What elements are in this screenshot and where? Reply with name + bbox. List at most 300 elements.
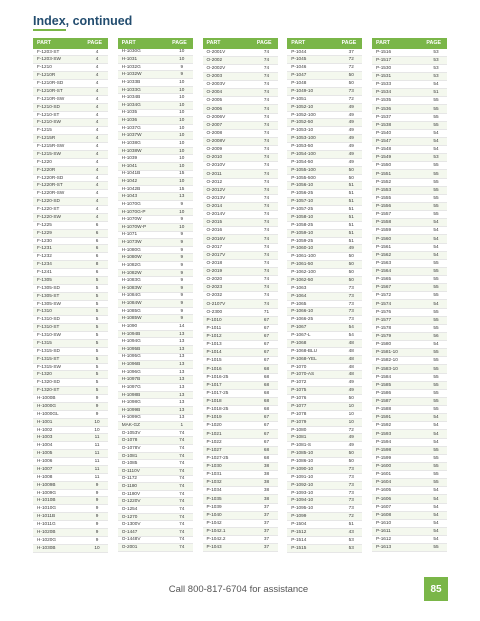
index-row [33,214,108,222]
part-number: H-1005 [37,450,53,456]
page-ref: 50 [348,253,354,259]
part-number: P-1081 [291,434,307,440]
part-number: P-1565 [376,276,392,282]
page-ref: 74 [263,81,270,87]
index-row [118,323,193,331]
page-ref: 73 [348,465,354,471]
index-tables [33,38,447,552]
part-number: P-1559 [376,227,392,233]
index-row [372,211,447,219]
part-number: MAK-GZ [121,422,140,428]
index-row [287,482,362,490]
page-ref: 67 [263,414,270,420]
index-row [372,276,447,284]
index-row [203,471,278,479]
part-number: P-1068-YEL [291,355,317,361]
page-ref: 74 [179,444,185,450]
index-row [118,331,193,339]
part-number: F-1305 [37,276,52,282]
index-row [33,277,108,285]
index-row [33,135,108,143]
index-row [203,219,278,227]
index-row [372,390,447,398]
page-ref: 74 [179,528,185,534]
part-number: P-1583-10 [376,365,398,371]
index-row [33,395,108,403]
part-number: O-2010V [206,162,226,168]
part-number: F-1320-SD [37,379,60,385]
index-row [203,325,278,333]
page-ref: 43 [348,528,354,534]
part-number: O-2006V [206,113,226,119]
page-ref: 74 [179,475,185,481]
part-number: H-1080G [121,246,141,252]
index-row [287,104,362,112]
index-row [372,146,447,154]
part-number: O-1085 [121,460,138,466]
part-number: P-1018 [206,398,222,404]
page-ref: 68 [263,398,270,404]
index-row [33,206,108,214]
page-ref: 13 [179,338,185,344]
part-number: P-1045 [291,56,307,62]
index-row [287,301,362,309]
page-ref: 9 [95,536,99,542]
title-underline [33,29,66,31]
page-ref: 9 [180,63,184,69]
page-ref: 10 [94,544,100,550]
part-number: P-1591 [376,414,392,420]
page-ref: 55 [433,268,439,274]
page-ref: 50 [348,269,354,275]
index-row [118,148,193,156]
index-row [287,88,362,96]
index-row [33,167,108,175]
page-ref: 4 [95,127,99,133]
page-ref: 73 [348,497,354,503]
part-number: P-1080 [291,426,307,432]
part-number: F-1210 [37,64,52,70]
page-ref: 5 [95,363,99,369]
page-ref: 49 [348,103,354,109]
page-ref: 54 [348,324,354,330]
index-row [372,487,447,495]
part-number: O-2016V [206,235,226,241]
part-number: P-1068 [291,339,307,345]
page-ref: 74 [179,437,185,443]
part-number: P-1043 [206,544,222,550]
index-row [33,253,108,261]
part-number: H-1098B [121,391,141,397]
part-number: H-1034B [121,94,141,100]
index-row [287,135,362,143]
index-row [372,309,447,317]
page-ref: 5 [95,347,99,353]
page-ref: 55 [433,284,439,290]
index-row [287,277,362,285]
index-row [118,171,193,179]
index-row [118,521,193,529]
index-row [203,114,278,122]
part-number: H-1037G [121,124,141,130]
page-ref: 72 [348,95,354,101]
part-number: F-1220R-SW [37,190,65,196]
page-ref: 74 [263,194,270,200]
index-row [287,458,362,466]
page-ref: 49 [348,442,354,448]
part-number: F-1215R [37,135,56,141]
part-number: P-1010 [206,316,222,322]
part-number: P-1053-100 [291,135,316,141]
index-row [203,154,278,162]
index-row [33,151,108,159]
part-number: H-1011G [37,521,56,527]
page-ref: 9 [180,284,184,290]
index-row [33,434,108,442]
part-number: P-1585 [376,381,392,387]
index-row [118,49,193,57]
page-ref: 72 [348,56,354,62]
page-ref: 13 [179,361,185,367]
part-number: F-1229 [37,229,52,235]
part-number: P-1515 [291,544,307,550]
page-ref: 9 [180,254,184,260]
part-number: O-2032 [206,292,223,298]
index-column [203,38,278,552]
part-number: F-1310-ST [37,324,60,330]
page-ref: 74 [179,544,185,550]
index-row [33,505,108,513]
part-number: O-2012V [206,186,226,192]
page-ref: 68 [263,454,270,460]
index-row [33,49,108,57]
part-number: P-1052-10 [291,103,314,109]
part-number: P-1612 [376,536,392,542]
page-ref: 56 [433,333,439,339]
page-ref: 73 [348,473,354,479]
part-number: P-1055-500 [291,174,316,180]
page-ref: 4 [95,80,99,86]
part-number: P-1563 [376,259,392,265]
part-number: H-1036 [121,117,138,123]
index-row [33,411,108,419]
part-number: P-1031 [206,471,222,477]
page-ref: 55 [433,463,439,469]
index-row [287,316,362,324]
part-number: H-1000G [37,402,57,408]
index-row [33,285,108,293]
index-row [203,439,278,447]
index-row [372,162,447,170]
part-number: P-1061-100 [291,253,316,259]
page-ref: 10 [179,48,185,54]
index-row [33,80,108,88]
page-ref: 49 [348,379,354,385]
page-ref: 13 [179,391,185,397]
part-number: P-1059-10 [291,229,314,235]
index-row [287,324,362,332]
page-ref: 54 [433,511,439,517]
index-row [33,371,108,379]
index-row [287,332,362,340]
page-ref: 51 [348,221,354,227]
part-number: P-1586 [376,389,392,395]
index-row [287,497,362,505]
index-row [118,247,193,255]
index-row [287,206,362,214]
page-ref: 73 [348,481,354,487]
part-number: P-1027 [206,446,222,452]
page-ref: 15 [179,170,185,176]
page-ref: 74 [263,73,270,79]
page-ref: 50 [348,261,354,267]
index-row [372,122,447,130]
index-row [372,154,447,162]
page-ref: 11 [94,434,100,440]
index-row [203,276,278,284]
index-row [372,244,447,252]
page-ref: 74 [263,129,270,135]
part-number: F-1305-ST [37,292,60,298]
index-row [33,403,108,411]
page-ref: 54 [433,438,439,444]
part-number: H-1080W [121,254,142,260]
page-ref: 9 [180,200,184,206]
part-number: P-1072 [291,379,307,385]
index-row [203,512,278,520]
page-ref: 54 [433,243,439,249]
part-number: F-1220-SW [37,213,61,219]
part-number: O-2008 [206,129,223,135]
index-row [372,105,447,113]
part-number: P-1610 [376,519,392,525]
index-row [33,143,108,151]
index-row [287,545,362,553]
index-row [118,460,193,468]
index-row [372,317,447,325]
page-ref: 11 [94,458,100,464]
page-ref: 5 [95,300,99,306]
index-row [372,57,447,65]
part-number: P-1042.2 [206,536,226,542]
page-ref: 9 [180,315,184,321]
part-number: F-1220-SD [37,198,60,204]
page-ref: 73 [348,300,354,306]
page-ref: 55 [433,406,439,412]
page-ref: 49 [348,150,354,156]
page-ref: 15 [179,185,185,191]
index-row [203,504,278,512]
page-ref: 54 [433,503,439,509]
index-row [372,447,447,455]
index-row [203,374,278,382]
index-row [203,211,278,219]
index-row [287,411,362,419]
page-ref: 10 [179,124,185,130]
part-number: O-1172 [121,475,138,481]
index-row [33,482,108,490]
part-number: P-1019 [206,414,222,420]
part-number: P-1021 [206,430,222,436]
part-number: P-1558 [376,219,392,225]
index-row [203,89,278,97]
page-ref: 73 [348,316,354,322]
part-number: P-1017-25 [206,389,229,395]
index-row [372,130,447,138]
page-ref: 9 [180,300,184,306]
part-number: O-2009 [206,146,223,152]
part-number: P-1562 [376,251,392,257]
index-row [118,209,193,217]
page-ref: 54 [433,341,439,347]
page-ref: 10 [179,155,185,161]
page-ref: 9 [180,269,184,275]
part-number: P-1605 [376,487,392,493]
part-number: F-1220R-ST [37,182,63,188]
page-ref: 74 [179,513,185,519]
part-number: O-2006 [206,105,223,111]
index-row [118,178,193,186]
page-ref: 5 [95,316,99,322]
page-ref: 9 [95,521,99,527]
page-ref: 54 [433,495,439,501]
page-ref: 54 [433,519,439,525]
page-ref: 9 [95,410,99,416]
part-number: P-1018-25 [206,406,229,412]
part-number: P-1584 [376,373,392,379]
part-number: P-1068-BLU [291,347,318,353]
index-row [287,175,362,183]
index-row [33,96,108,104]
page-ref: 5 [95,276,99,282]
index-row [287,348,362,356]
part-number: F-1310-SW [37,332,61,338]
part-number: P-1601 [376,471,392,477]
index-row [118,163,193,171]
index-row [118,117,193,125]
page-ref: 74 [263,219,270,225]
part-number: F-1210R-ST [37,87,63,93]
part-number: P-1578 [376,324,392,330]
page-ref: 67 [263,438,270,444]
index-row [287,379,362,387]
page-ref: 4 [95,182,99,188]
index-row [203,57,278,65]
page-ref: 54 [433,487,439,493]
index-row [372,406,447,414]
part-number: H-1030B [37,544,56,550]
index-row [287,529,362,537]
page-ref: 37 [263,528,270,534]
part-number: P-1066-10 [291,308,314,314]
page-ref: 55 [433,170,439,176]
part-number: H-1020B [37,528,56,534]
page-ref: 74 [179,505,185,511]
page-ref: 51 [348,190,354,196]
index-row [372,300,447,308]
part-number: H-1035 [121,109,138,115]
part-number: O-1180 [121,483,138,489]
part-number: P-1058-10 [291,213,314,219]
index-row [33,222,108,230]
index-row [33,190,108,198]
part-number: H-1082G [121,261,141,267]
part-number: H-1038W [121,147,142,153]
page-ref: 37 [263,519,270,525]
index-row [203,463,278,471]
index-row [287,56,362,64]
part-number: P-1613 [376,544,392,550]
index-row [203,179,278,187]
part-number: P-1056-25 [291,190,314,196]
part-number: H-1070G [121,200,141,206]
page-ref: 67 [263,357,270,363]
page-ref: 55 [433,398,439,404]
part-number: F-1210R [37,72,56,78]
page-ref: 74 [263,211,270,217]
index-row [287,151,362,159]
part-number: F-1230 [37,237,52,243]
index-row [372,260,447,268]
part-number: F-1315 [37,339,52,345]
part-number: H-1001 [37,418,53,424]
index-row [287,198,362,206]
index-row [33,348,108,356]
index-row [287,371,362,379]
part-number: P-1062-100 [291,269,316,275]
page-title: Index, continued [33,14,133,28]
page-ref: 74 [263,154,270,160]
page-ref: 74 [263,227,270,233]
index-row [203,390,278,398]
index-row [203,260,278,268]
page-ref: 54 [433,251,439,257]
part-number: F-1320-ST [37,387,60,393]
index-row [118,354,193,362]
part-number: F-1203-SW [37,56,61,62]
index-row [287,450,362,458]
index-row [372,227,447,235]
page-ref: 55 [433,544,439,550]
part-number: H-1071 [121,231,138,237]
page-ref: 5 [95,324,99,330]
part-number: P-1042 [206,519,222,525]
index-row [118,293,193,301]
page-ref: 37 [263,503,270,509]
page-ref: 54 [433,536,439,542]
page-ref: 13 [179,376,185,382]
index-row [203,349,278,357]
part-number: P-1063 [291,284,307,290]
page-ref: 55 [433,276,439,282]
index-row [287,308,362,316]
page-ref: 11 [94,465,100,471]
page-ref: 14 [179,322,185,328]
part-number: P-1576 [376,308,392,314]
part-number: O-2016 [206,227,223,233]
part-number: H-1085W [121,315,142,321]
index-row [203,309,278,317]
page-ref: 74 [263,259,270,265]
part-number: P-1540 [376,129,392,135]
part-number: P-1547 [376,138,392,144]
part-number: O-2012 [206,178,223,184]
part-number: P-1054-50 [291,158,314,164]
part-number: O-1448V [121,536,141,542]
column-rows [33,49,108,553]
page-ref: 55 [433,357,439,363]
part-number: P-1557 [376,211,392,217]
